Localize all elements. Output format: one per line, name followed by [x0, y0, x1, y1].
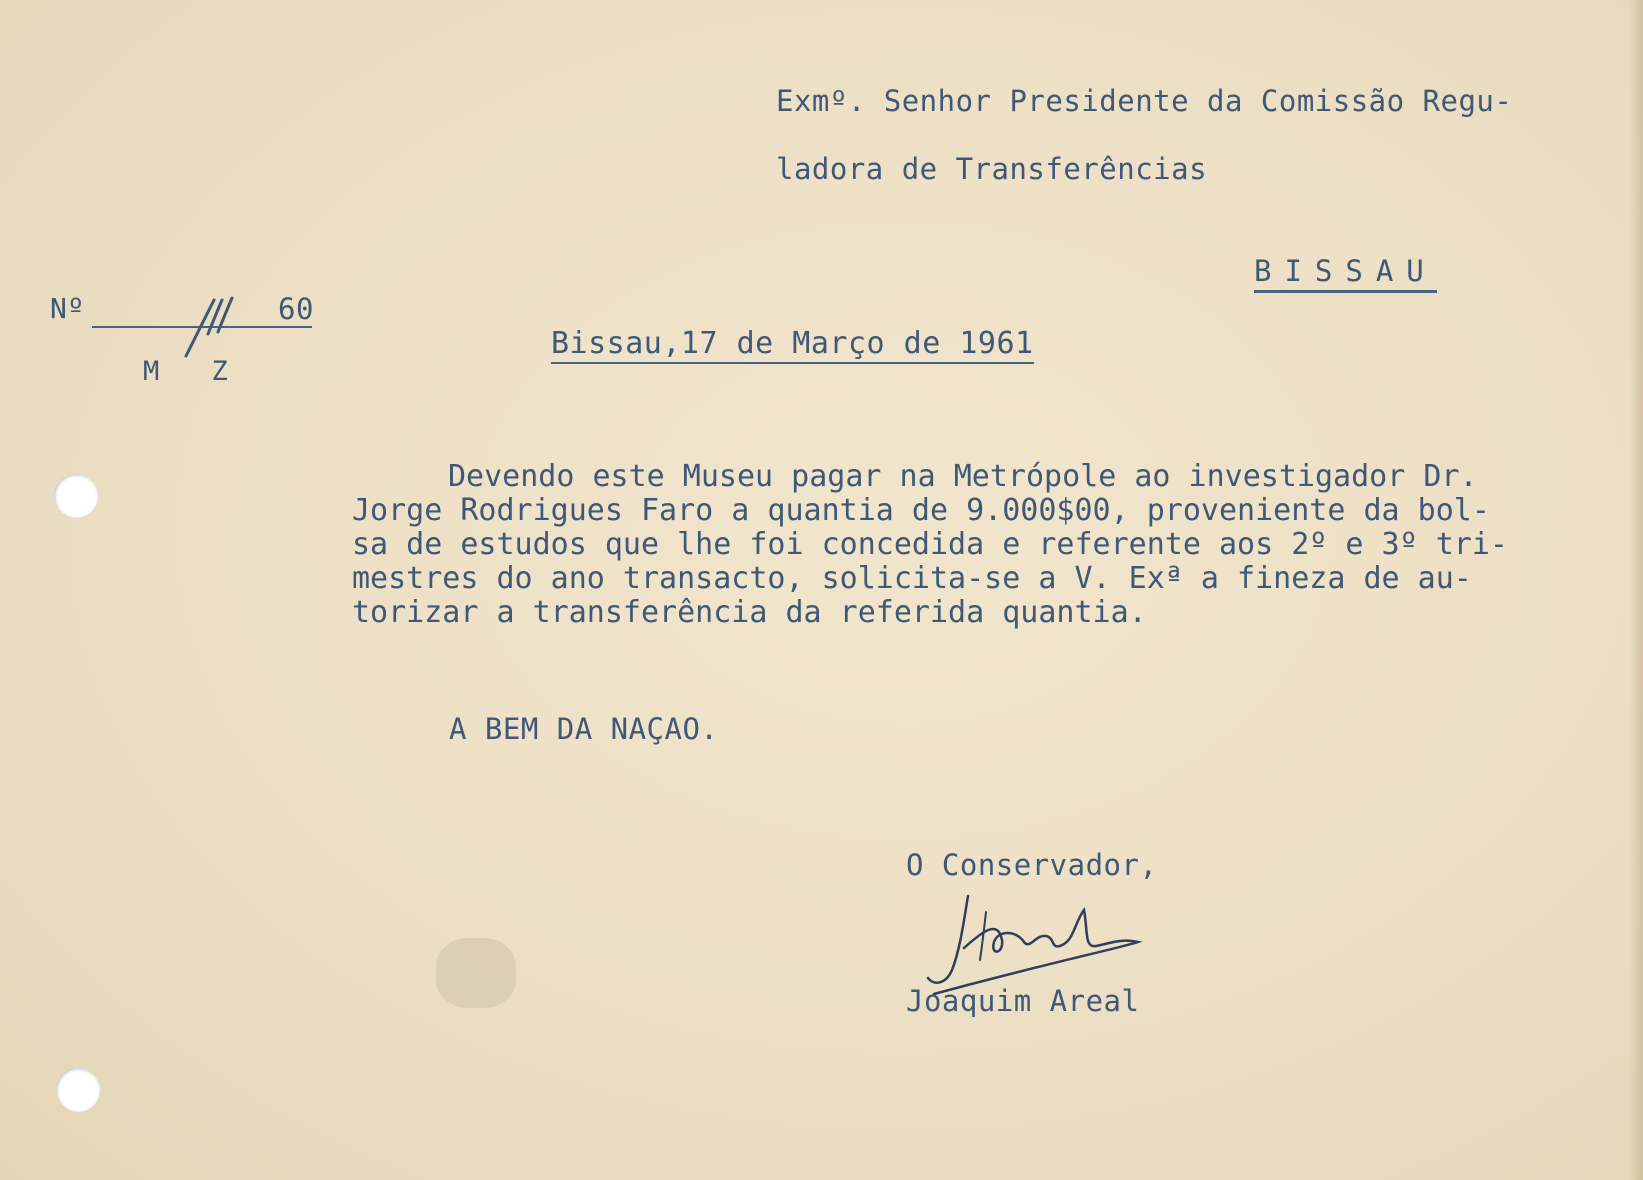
punch-hole	[56, 1068, 100, 1112]
body-line: Jorge Rodrigues Faro a quantia de 9.000$00, proveniente da bol-	[352, 493, 1490, 528]
handwritten-number-mark	[184, 296, 244, 362]
letter-body	[352, 460, 1602, 630]
body-line: sa de estudos que lhe foi concedida e referente aos 2º e 3º tri-	[352, 527, 1508, 562]
reference-series: M Z	[143, 356, 246, 387]
signer-role: O Conservador,	[906, 848, 1158, 882]
body-line: mestres do ano transacto, solicita-se a V. Exª a fineza de au-	[352, 561, 1472, 596]
addressee-line-2: ladora de Transferências	[776, 152, 1208, 186]
body-line: torizar a transferência da referida quantia.	[352, 595, 1147, 630]
addressee-city: BISSAU	[1254, 254, 1437, 293]
paper-stain	[436, 938, 516, 1008]
letter-date: Bissau,17 de Março de 1961	[551, 326, 1034, 364]
addressee-line-1: Exmº. Senhor Presidente da Comissão Regu-	[776, 84, 1513, 118]
paper-edge-shadow	[1629, 0, 1643, 1180]
body-line: Devendo este Museu pagar na Metrópole ao investigador Dr.	[448, 459, 1478, 494]
reference-number-label: Nº	[50, 292, 85, 325]
closing-formula: A BEM DA NAÇAO.	[449, 712, 719, 746]
signer-name: Joaquim Areal	[906, 984, 1140, 1018]
punch-hole	[54, 474, 98, 518]
reference-number-year: 60	[278, 292, 314, 326]
